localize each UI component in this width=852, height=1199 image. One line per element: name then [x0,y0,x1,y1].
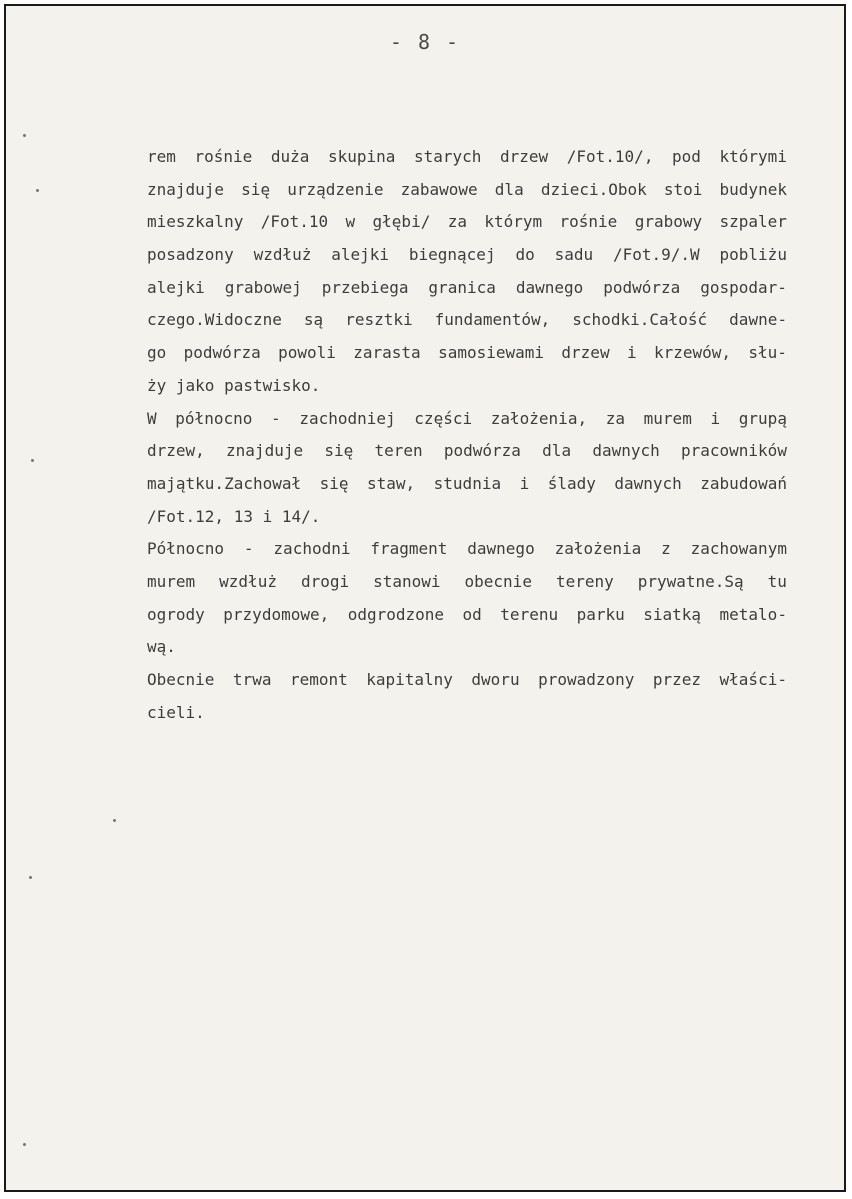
word: podwórza [443,441,521,461]
word: z [661,539,671,559]
word: drzew [500,147,549,166]
word: krzewów, [653,343,732,363]
word: mieszkalny [147,212,244,232]
word: posadzony [147,245,234,265]
word: dzieci.Obok [540,179,647,199]
page-number: - 8 - [389,30,461,54]
word: głębi/ [372,212,431,232]
word: pracowników [680,441,787,461]
word: podwórza [183,343,261,363]
word: przez [652,670,702,689]
word: drzew [561,343,610,363]
word: i [519,473,530,493]
text-line [147,599,787,632]
word: założenia, [490,408,588,428]
text-line [147,239,787,272]
word: słu- [748,343,787,363]
word: do [515,245,535,265]
word: skupina [327,147,396,166]
word: Północno [147,539,225,559]
text-line [147,403,787,436]
word: północno [175,408,253,428]
text-line [147,272,787,305]
text-line [147,435,787,468]
word: zachodni [273,539,351,559]
word: ogrody [147,604,205,624]
word: wzdłuż [253,245,312,265]
word: schodki.Całość [572,310,708,330]
word: staw, [367,473,416,493]
word: terenu [500,604,559,624]
word: ślady [547,473,596,493]
word: założenia [554,539,642,559]
word: przebiega [321,277,409,297]
word: dla [494,179,524,199]
word: się [319,473,349,493]
word: sadu [554,245,594,265]
word: stanowi [373,571,441,591]
text-line [147,337,787,370]
word: wzdłuż [219,571,277,591]
word: samosiewami [438,343,545,363]
word: zachowanym [690,539,787,559]
word: i [710,408,721,428]
word: dla [542,441,572,461]
word: trwa [232,670,272,689]
word: go [147,343,167,363]
word: podwórza [603,277,681,297]
word: dworu [471,670,520,689]
word: są [303,310,324,330]
word: /Fot.10 [260,212,329,232]
word: w [345,212,356,232]
word: majątku.Zachował [147,473,302,493]
word: alejki [147,277,205,297]
paper-speck [29,876,32,879]
word: teren [374,441,423,461]
word: pobliżu [719,245,787,265]
paper-speck [23,1143,26,1146]
text-line: wą. [147,637,176,657]
text-line [147,664,787,697]
text-line: ży jako pastwisko. [147,375,321,395]
word: kapitalny [366,670,453,689]
word: urządzenie [287,179,384,199]
word: siatką [643,604,702,624]
text-line [147,533,787,566]
word: obecnie [464,571,532,591]
word: tereny [555,571,614,591]
word: właści- [719,670,787,689]
word: stoi [663,179,703,199]
paper-speck [113,819,116,822]
word: od [462,604,482,624]
body-text [147,141,787,729]
word: starych [413,147,482,166]
word: dawnych [614,473,682,493]
word: parku [576,604,625,624]
word: Obecnie [147,670,215,689]
word: - [243,539,254,559]
text-line [147,304,787,337]
word: znajduje [147,179,225,199]
word: biegnącej [408,245,496,265]
word: szpaler [719,212,787,232]
word: części [414,408,473,428]
word: alejki [331,245,390,265]
word: drogi [300,571,350,591]
text-line [147,174,787,207]
word: - [271,408,281,428]
text-line [147,566,787,599]
word: W [147,408,157,428]
paper-speck [36,189,39,192]
word: i [626,343,637,363]
word: grabowy [634,212,703,232]
text-line: cieli. [147,702,205,722]
word: duża [270,147,310,166]
word: powoli [278,343,336,363]
word: rem [147,147,176,166]
word: metalo- [719,604,787,624]
text-line [147,468,787,501]
word: grupą [738,408,787,428]
word: się [324,441,354,461]
word: fundamentów, [434,310,551,330]
word: pod [672,147,701,166]
word: budynek [719,179,787,199]
word: gospodar- [700,277,787,297]
word: /Fot.9/.W [612,245,700,265]
word: dawnego [467,539,535,559]
word: dawnych [592,441,660,461]
word: studnia [433,473,502,493]
word: przydomowe, [223,604,330,624]
word: którym [484,212,543,232]
word: dawnego [515,277,584,297]
word: fragment [370,539,448,559]
word: zabawowe [400,179,478,199]
text-line: /Fot.12, 13 i 14/. [147,506,321,526]
word: znajduje [226,441,304,461]
word: murem [643,408,692,428]
document-page [4,4,846,1192]
word: prowadzony [538,670,635,689]
word: za [447,212,467,232]
word: resztki [345,310,413,330]
word: rośnie [559,212,618,232]
text-line [147,206,787,239]
word: którymi [719,147,787,166]
word: grabowej [224,277,302,297]
word: czego.Widoczne [147,310,282,330]
word: zabudowań [700,473,787,493]
word: granica [428,277,496,297]
word: odgrodzone [347,604,445,624]
word: zarasta [353,343,421,363]
paper-speck [31,459,34,462]
word: rośnie [194,147,253,166]
paper-speck [23,134,26,137]
word: się [241,179,271,199]
word: /Fot.10/, [566,147,654,166]
word: murem [147,571,196,591]
word: prywatne.Są [637,571,744,591]
word: za [605,408,625,428]
text-line [147,141,787,174]
word: remont [289,670,348,689]
word: tu [767,571,787,591]
word: zachodniej [299,408,396,428]
word: dawne- [729,310,787,330]
word: drzew, [147,441,205,461]
